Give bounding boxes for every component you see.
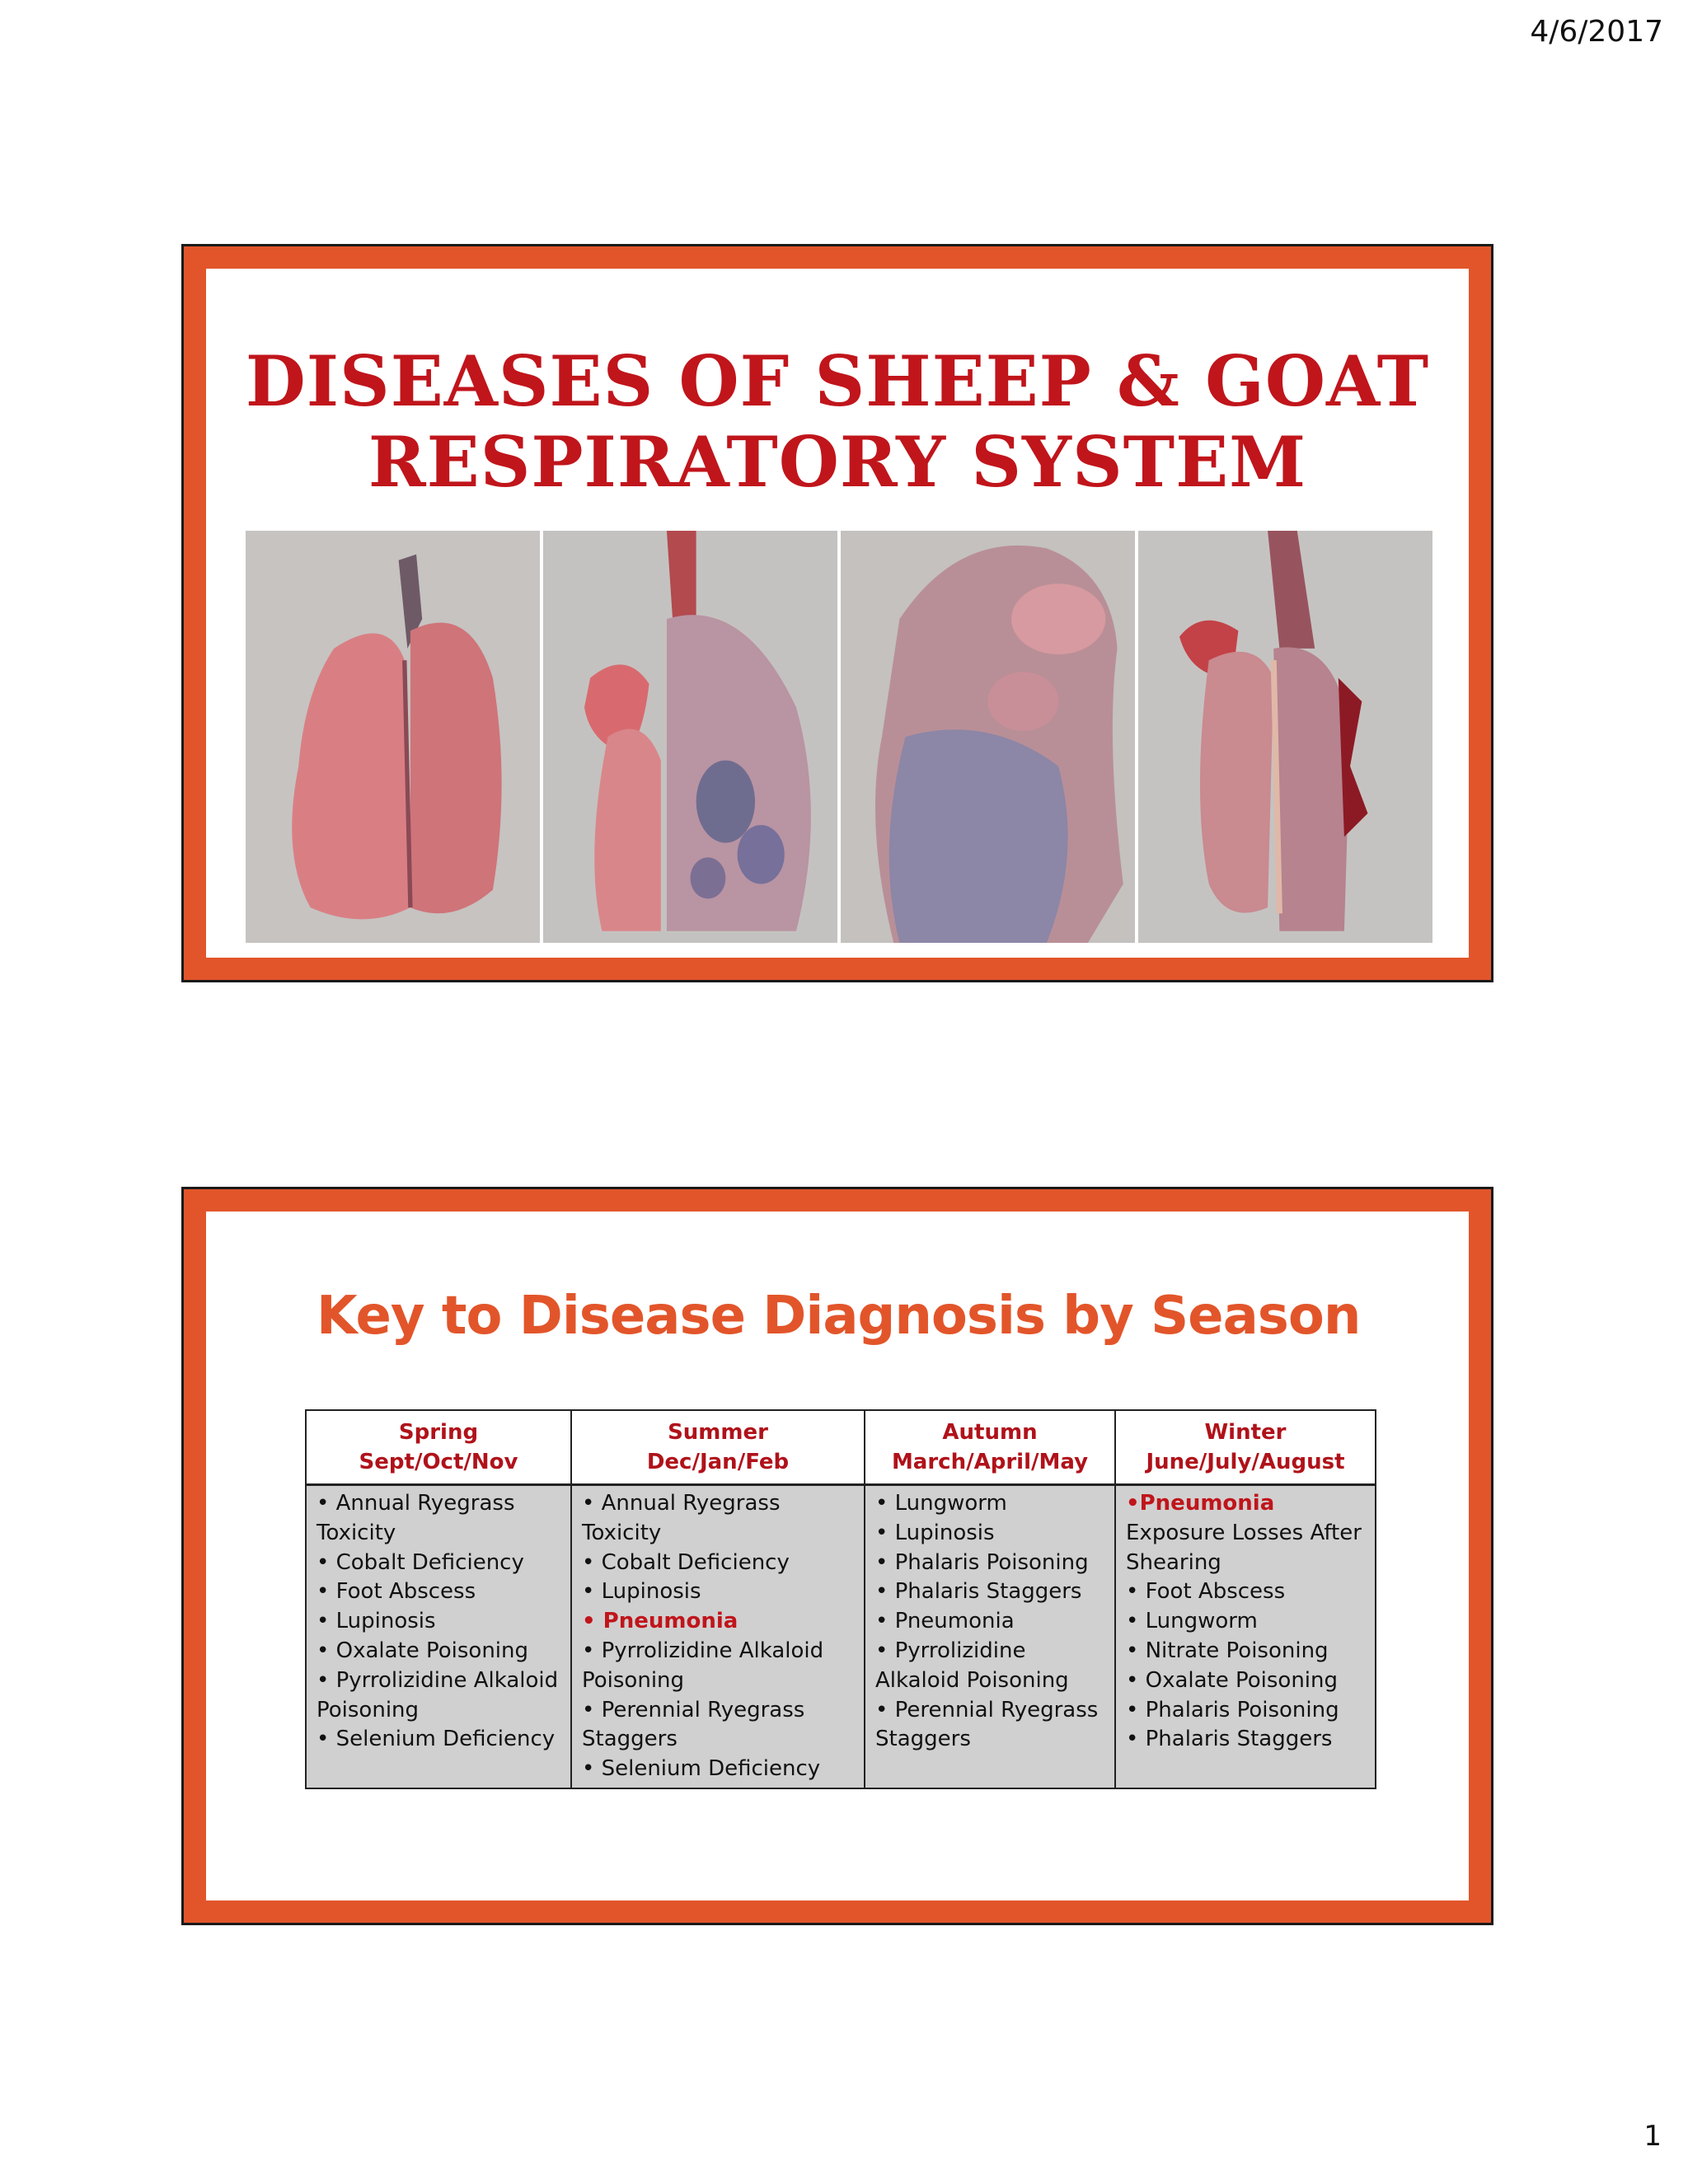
list-item: • Nitrate Poisoning (1126, 1638, 1329, 1663)
list-item: • Pneumonia (582, 1609, 738, 1634)
column-header-autumn (865, 1410, 1115, 1485)
title-line-2: RESPIRATORY SYSTEM (368, 421, 1307, 503)
season-name: Winter (1204, 1420, 1287, 1445)
list-item: • Selenium Deficiency (582, 1756, 821, 1782)
slide-1 (181, 244, 1493, 982)
lung-photo-1 (246, 531, 540, 943)
list-item: • Oxalate Poisoning (1126, 1667, 1339, 1693)
season-months: Dec/Jan/Feb (646, 1450, 790, 1474)
slide-2 (181, 1187, 1493, 1925)
column-header-winter (1115, 1410, 1376, 1485)
list-item: • Lupinosis (316, 1609, 436, 1634)
title-line-1: DISEASES OF SHEEP & GOAT (245, 340, 1430, 422)
list-item: • Phalaris Poisoning (1126, 1697, 1339, 1722)
list-item: • Oxalate Poisoning (316, 1638, 529, 1663)
season-name: Summer (668, 1420, 768, 1445)
list-item: • Phalaris Staggers (1126, 1727, 1333, 1752)
lung-photo-4 (1138, 531, 1432, 943)
list-item: Exposure Losses After Shearing (1126, 1520, 1362, 1575)
list-item: • Annual Ryegrass Toxicity (316, 1491, 515, 1545)
lung-photo-3 (841, 531, 1135, 943)
list-item: • Phalaris Poisoning (875, 1549, 1089, 1575)
list-item: • Cobalt Deficiency (582, 1549, 790, 1575)
slide-2-content (206, 1212, 1469, 1900)
list-item: •Pneumonia (1126, 1491, 1275, 1516)
page-number: 1 (1643, 2120, 1662, 2153)
season-name: Spring (398, 1420, 479, 1445)
season-months: Sept/Oct/Nov (359, 1450, 518, 1474)
lung-photo-2 (543, 531, 837, 943)
season-months: March/April/May (891, 1450, 1089, 1474)
list-item: • Pyrrolizidine Alkaloid Poisoning (875, 1638, 1069, 1693)
winter-diseases-cell (1115, 1485, 1376, 1788)
column-header-spring (306, 1410, 571, 1485)
page-date: 4/6/2017 (1530, 15, 1663, 49)
list-item: • Lungworm (875, 1491, 1007, 1516)
season-name: Autumn (942, 1420, 1038, 1445)
slide-2-title: Key to Disease Diagnosis by Season (316, 1286, 1361, 1347)
list-item: • Annual Ryegrass Toxicity (582, 1491, 781, 1545)
summer-diseases-cell (571, 1485, 865, 1788)
list-item: • Pneumonia (875, 1609, 1015, 1634)
lung-photo-strip (246, 531, 1432, 943)
list-item: • Foot Abscess (316, 1579, 476, 1605)
list-item: • Selenium Deficiency (316, 1727, 556, 1752)
table-row (306, 1485, 1376, 1788)
season-months: June/July/August (1146, 1450, 1345, 1474)
autumn-diseases-cell (865, 1485, 1115, 1788)
slide-1-content (206, 269, 1469, 958)
list-item: • Perennial Ryegrass Staggers (875, 1697, 1099, 1752)
list-item: • Foot Abscess (1126, 1579, 1286, 1605)
list-item: • Perennial Ryegrass Staggers (582, 1697, 805, 1752)
list-item: • Lupinosis (875, 1520, 995, 1545)
column-header-summer (571, 1410, 865, 1485)
season-diagnosis-table (305, 1409, 1376, 1789)
list-item: • Pyrrolizidine Alkaloid Poisoning (316, 1667, 559, 1722)
list-item: • Cobalt Deficiency (316, 1549, 524, 1575)
list-item: • Pyrrolizidine Alkaloid Poisoning (582, 1638, 824, 1693)
slide-1-title (206, 341, 1469, 503)
table-header-row (306, 1410, 1376, 1485)
spring-diseases-cell (306, 1485, 571, 1788)
list-item: • Lungworm (1126, 1609, 1258, 1634)
list-item: • Phalaris Staggers (875, 1579, 1082, 1605)
list-item: • Lupinosis (582, 1579, 701, 1605)
